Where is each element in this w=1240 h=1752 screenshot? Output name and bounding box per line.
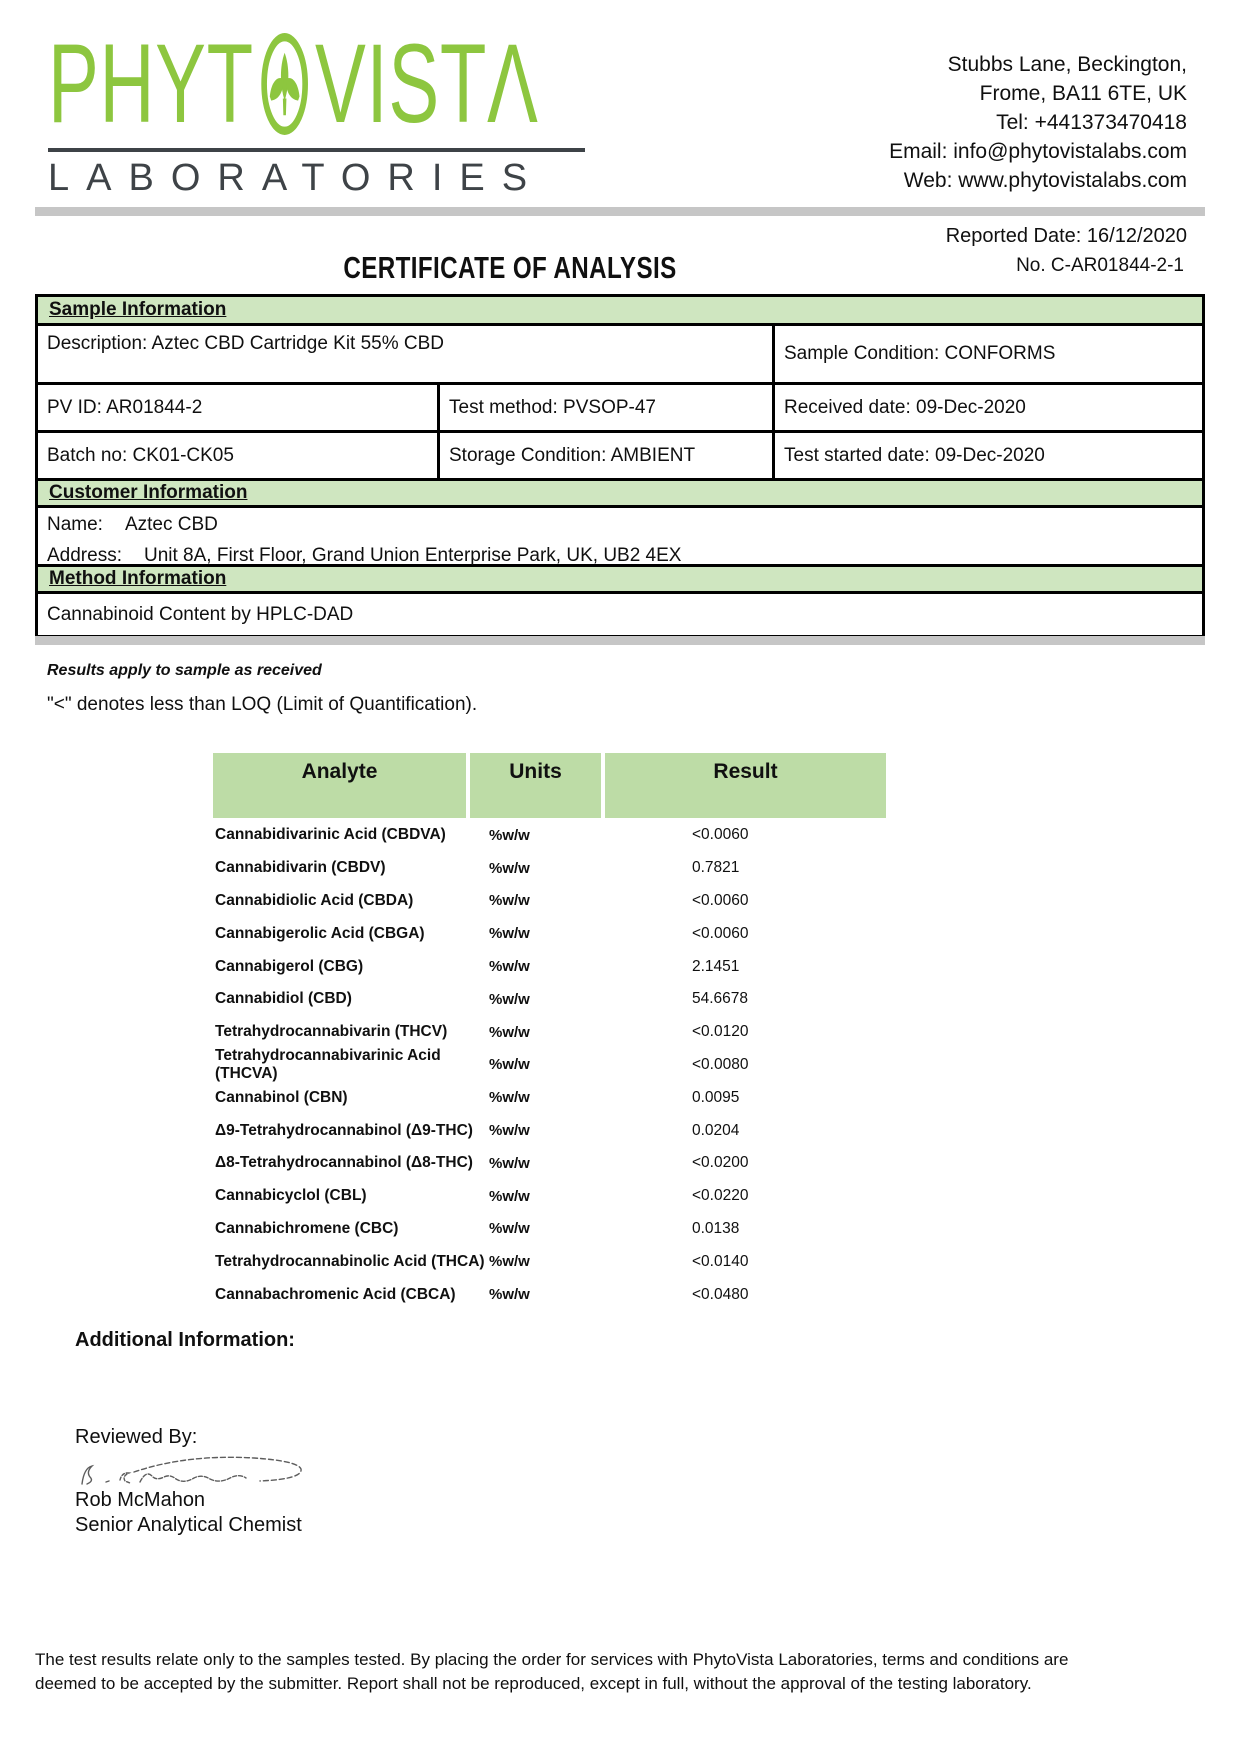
reviewer-name: Rob McMahon <box>75 1489 206 1511</box>
table-row <box>215 1114 905 1147</box>
customer-information-heading: Customer Information <box>49 482 248 503</box>
analyte-result: 54.6678 <box>692 990 749 1008</box>
column-header-result: Result <box>605 753 886 818</box>
table-row <box>215 1081 905 1114</box>
method-information-heading: Method Information <box>49 568 227 589</box>
customer-name-label: Name: <box>47 514 103 535</box>
analyte-name: Tetrahydrocannabivarinic Acid (THCVA) <box>215 1046 441 1082</box>
analyte-units: %w/w <box>489 990 530 1008</box>
contact-address-line1: Stubbs Lane, Beckington, <box>947 53 1187 76</box>
analyte-name: Cannabinol (CBN) <box>215 1088 348 1106</box>
analyte-name: Cannabichromene (CBC) <box>215 1219 399 1237</box>
document-title: CERTIFICATE OF ANALYSIS <box>343 250 677 285</box>
analyte-units: %w/w <box>489 1023 530 1041</box>
table-row <box>215 852 905 885</box>
analyte-result: <0.0140 <box>692 1252 749 1270</box>
analyte-result: <0.0060 <box>692 891 749 909</box>
column-header-units: Units <box>470 753 601 818</box>
additional-information-label: Additional Information: <box>75 1329 295 1351</box>
logo-wordmark <box>48 21 539 146</box>
analyte-units: %w/w <box>489 1056 530 1074</box>
analyte-result: <0.0060 <box>692 924 749 942</box>
analyte-units: %w/w <box>489 1089 530 1107</box>
logo-text-right: VISTΛ <box>315 21 539 146</box>
analyte-result: 0.7821 <box>692 859 740 877</box>
reported-date: Reported Date: 16/12/2020 <box>945 225 1187 247</box>
customer-name-row <box>47 513 1193 537</box>
table-row <box>215 1016 905 1049</box>
logo-divider <box>48 148 585 152</box>
sample-batch-row <box>38 433 1202 481</box>
sample-information-heading: Sample Information <box>49 299 227 320</box>
leaf-icon <box>256 32 313 136</box>
analyte-units: %w/w <box>489 1253 530 1271</box>
lab-contact-info <box>889 50 1187 195</box>
sample-condition: Sample Condition: CONFORMS <box>784 343 1056 364</box>
customer-address-row <box>47 544 1193 568</box>
customer-details <box>38 508 1202 567</box>
analyte-name: Δ8-Tetrahydrocannabinol (Δ8-THC) <box>215 1154 473 1172</box>
pv-id: PV ID: AR01844-2 <box>38 385 440 430</box>
customer-address-label: Address: <box>47 545 122 566</box>
analyte-name: Tetrahydrocannabinolic Acid (THCA) <box>215 1252 485 1270</box>
contact-web: Web: www.phytovistalabs.com <box>903 169 1187 192</box>
analyte-units: %w/w <box>489 1154 530 1172</box>
analyte-result: <0.0080 <box>692 1055 749 1073</box>
report-number: No. C-AR01844-2-1 <box>1016 255 1184 276</box>
customer-address-value: Unit 8A, First Floor, Grand Union Enterprise Park, UK, UB2 4EX <box>143 545 682 566</box>
information-tables <box>35 294 1205 638</box>
analyte-result: <0.0480 <box>692 1285 749 1303</box>
analyte-units: %w/w <box>489 826 530 844</box>
analyte-units: %w/w <box>489 1220 530 1238</box>
logo-subtitle: LABORATORIES <box>48 157 545 199</box>
analyte-name: Cannabidiolic Acid (CBDA) <box>215 891 414 909</box>
sample-description: Description: Aztec CBD Cartridge Kit 55% CBD <box>38 326 775 382</box>
logo-text-left: PHYT <box>48 21 254 146</box>
analyte-result: <0.0200 <box>692 1154 749 1172</box>
analyte-result: <0.0060 <box>692 826 749 844</box>
table-row <box>215 819 905 852</box>
analyte-name: Cannabicyclol (CBL) <box>215 1187 367 1205</box>
sample-ids-row <box>38 385 1202 433</box>
analyte-name: Cannabachromenic Acid (CBCA) <box>215 1285 456 1303</box>
table-row <box>215 1213 905 1246</box>
table-row <box>215 950 905 983</box>
phytovista-logo <box>48 21 608 199</box>
section-divider-bar <box>35 636 1205 645</box>
analyte-units: %w/w <box>489 1122 530 1140</box>
analyte-units: %w/w <box>489 1187 530 1205</box>
table-row <box>215 1245 905 1278</box>
method-description: Cannabinoid Content by HPLC-DAD <box>47 603 354 625</box>
table-row <box>215 917 905 950</box>
table-row <box>215 1180 905 1213</box>
analyte-result: 0.0095 <box>692 1088 740 1106</box>
footer-disclaimer: The test results relate only to the samples tested. By placing the order for services with PhytoVista Laboratories, terms and conditions are deemed to be accepted by the submitter. Report shall not be reproduced, except in full, without the approval of the testing laboratory. <box>35 1650 1069 1693</box>
table-row <box>215 1147 905 1180</box>
analyte-result: 0.0138 <box>692 1219 740 1237</box>
sample-description-row <box>38 326 1202 385</box>
table-row <box>215 1046 905 1082</box>
method-information-header <box>38 567 1202 594</box>
customer-information-header <box>38 481 1202 508</box>
received-date: Received date: 09-Dec-2020 <box>784 396 1026 418</box>
sample-information-header <box>38 297 1202 326</box>
analyte-units: %w/w <box>489 1286 530 1304</box>
analyte-units: %w/w <box>489 859 530 877</box>
analyte-units: %w/w <box>489 925 530 943</box>
batch-no: Batch no: CK01-CK05 <box>38 433 440 478</box>
column-header-analyte: Analyte <box>213 753 466 818</box>
analyte-name: Cannabigerol (CBG) <box>215 957 364 975</box>
results-table-body <box>215 819 905 1311</box>
reviewer-role: Senior Analytical Chemist <box>75 1514 302 1536</box>
table-row <box>215 885 905 918</box>
customer-name-value: Aztec CBD <box>124 514 218 535</box>
analyte-name: Cannabidiol (CBD) <box>215 990 352 1008</box>
analyte-result: <0.0220 <box>692 1187 749 1205</box>
analyte-result: 0.0204 <box>692 1121 740 1139</box>
results-apply-note: Results apply to sample as received <box>47 662 322 679</box>
test-method: Test method: PVSOP-47 <box>440 385 775 430</box>
analyte-name: Tetrahydrocannabivarin (THCV) <box>215 1023 448 1041</box>
contact-tel: Tel: +441373470418 <box>996 111 1187 134</box>
reviewed-by-label: Reviewed By: <box>75 1426 198 1448</box>
analyte-name: Cannabigerolic Acid (CBGA) <box>215 924 425 942</box>
analyte-name: Δ9-Tetrahydrocannabinol (Δ9-THC) <box>215 1121 473 1139</box>
analyte-name: Cannabidivarinic Acid (CBDVA) <box>215 826 446 844</box>
analyte-name: Cannabidivarin (CBDV) <box>215 859 386 877</box>
results-table-header <box>213 753 886 818</box>
storage-condition: Storage Condition: AMBIENT <box>440 433 775 478</box>
analyte-result: 2.1451 <box>692 957 740 975</box>
table-row <box>215 1278 905 1311</box>
analyte-result: <0.0120 <box>692 1023 749 1041</box>
test-started-date: Test started date: 09-Dec-2020 <box>784 444 1045 466</box>
loq-note: "<" denotes less than LOQ (Limit of Quantification). <box>47 694 478 715</box>
table-row <box>215 983 905 1016</box>
header-divider-bar <box>35 207 1205 216</box>
contact-address-line2: Frome, BA11 6TE, UK <box>979 82 1187 105</box>
analyte-units: %w/w <box>489 892 530 910</box>
analyte-units: %w/w <box>489 958 530 976</box>
contact-email: Email: info@phytovistalabs.com <box>889 140 1187 163</box>
